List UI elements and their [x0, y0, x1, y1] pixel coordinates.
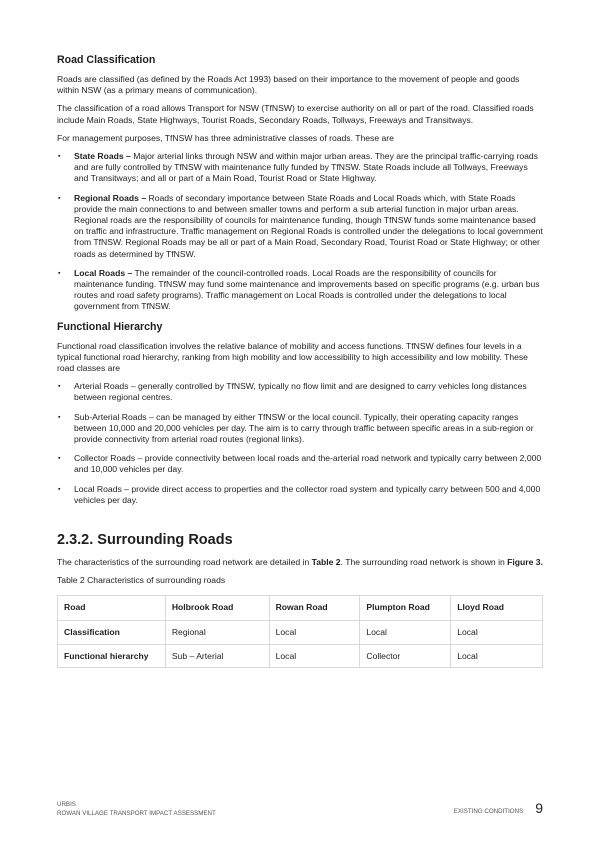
column-header: Holbrook Road [165, 596, 269, 621]
intro-text-b: . The surrounding road network is shown in [340, 557, 508, 568]
road-classification-para-3: For management purposes, TfNSW has three administrative classes of roads. These are [57, 132, 394, 143]
section-heading: 2.3.2. Surrounding Roads [57, 532, 233, 549]
list-item [57, 453, 543, 475]
table-cell: Collector [360, 644, 451, 667]
list-item-term: Regional Roads – [74, 192, 147, 203]
list-item-term: State Roads – [74, 151, 131, 162]
page-footer [57, 801, 543, 818]
table-reference: Table 2 [311, 557, 341, 568]
functional-hierarchy-heading: Functional Hierarchy [57, 320, 163, 333]
table-cell: Local [269, 644, 360, 667]
bullet-icon: ▪ [58, 269, 61, 277]
functional-hierarchy-para: Functional road classification involves the relative balance of mobility and access functions. TfNSW defines four levels in a typical functional road hierarchy, ranking from high mobility and low accessibility to high accessibility and low mobility. These road classes are [57, 340, 528, 374]
table-cell: Regional [165, 621, 269, 644]
list-item-text: The remainder of the council-controlled roads. Local Roads are the responsibility of councils for maintenance funding. TfNSW may fund some maintenance and improvements based on specific programs (e.g. urban bus routes and road safety programs). Traffic management on Local Roads is controlled under the delegations to local government from TfNSW. [74, 267, 540, 312]
road-classification-heading: Road Classification [57, 54, 156, 66]
row-header: Classification [58, 621, 166, 644]
table-row [58, 621, 543, 644]
footer-document-title: ROWAN VILLAGE TRANSPORT IMPACT ASSESSMENT [57, 809, 216, 817]
footer-section: EXISTING CONDITIONS [453, 808, 524, 815]
column-header: Rowan Road [269, 596, 360, 621]
intro-text-a: The characteristics of the surrounding road network are detailed in [57, 557, 312, 568]
list-item [57, 381, 543, 403]
table-cell: Local [360, 621, 451, 644]
list-item-text: Arterial Roads – generally controlled by TfNSW, typically no flow limit and are designed to carry vehicles long distances between regional centres. [74, 381, 527, 403]
table-caption: Table 2 Characteristics of surrounding roads [57, 575, 226, 586]
bullet-icon: ▪ [58, 194, 61, 202]
figure-reference: Figure 3. [507, 557, 543, 568]
table-cell: Sub – Arterial [165, 644, 269, 667]
list-item [57, 193, 543, 260]
page-number: 9 [535, 800, 543, 816]
column-header: Plumpton Road [360, 596, 451, 621]
bullet-icon: ▪ [58, 455, 61, 463]
column-header: Lloyd Road [451, 596, 543, 621]
table-cell: Local [451, 621, 543, 644]
road-classification-para-1: Roads are classified (as defined by the Roads Act 1993) based on their importance to the movement of people and goods within NSW (as a primary means of communication). [57, 74, 520, 96]
list-item-text: Collector Roads – provide connectivity between local roads and the-arterial road network and typically carry between 2,000 and 10,000 vehicles per day. [74, 453, 542, 475]
list-item-text: Sub-Arterial Roads – can be managed by either TfNSW or the local council. Typically, their operating capacity ranges between 10,000 and 20,000 vehicles per day. The aim is to carry through traffic between specific areas in a sub-region or provide connectivity from arterial road routes (regional links). [74, 411, 534, 445]
bullet-icon: ▪ [58, 153, 61, 161]
list-item [57, 268, 543, 313]
list-item [57, 412, 543, 446]
bullet-icon: ▪ [58, 485, 61, 493]
section-intro [57, 557, 543, 568]
footer-org: URBIS [57, 801, 76, 808]
list-item-text: Major arterial links through NSW and within major urban areas. They are the principal traffic-carrying roads and are fully controlled by TfNSW with maintenance fully funded by TfNSW. State Roads include all Tollways, Freeways and Transitways; and all or part of a Main Road, Tourist Road or State Highway. [74, 151, 538, 184]
table-row [58, 644, 543, 667]
table-cell: Local [451, 644, 543, 667]
bullet-icon: ▪ [58, 383, 61, 391]
table-header-row [58, 596, 543, 621]
column-header: Road [58, 596, 166, 621]
list-item-text: Local Roads – provide direct access to properties and the collector road system and typically carry between 500 and 4,000 vehicles per day. [74, 483, 541, 505]
surrounding-roads-table [57, 595, 543, 667]
list-item [57, 151, 543, 185]
functional-hierarchy-list [57, 381, 543, 506]
row-header: Functional hierarchy [58, 644, 166, 667]
list-item-term: Local Roads – [74, 267, 133, 278]
list-item-text: Roads of secondary importance between State Roads and Local Roads which, with State Roads provide the main connections to and between smaller towns and perform a sub arterial function in major urban areas. Regional roads are the responsibility of councils for maintenance funding, though TfNSW funds some maintenance based on traffic and infrastructure. Traffic management on Regional Roads is controlled under the delegations to local government from TfNSW. Regional Roads may be all or part of a Main Road, Secondary Road, Tourist Road or State Highway; or other roads as determined by TfNSW. [74, 192, 543, 259]
footer-right [453, 800, 543, 817]
bullet-icon: ▪ [58, 413, 61, 421]
table-cell: Local [269, 621, 360, 644]
document-page [57, 54, 543, 668]
road-class-list [57, 151, 543, 313]
list-item [57, 484, 543, 506]
road-classification-para-2: The classification of a road allows Transport for NSW (TfNSW) to exercise authority on all or part of the road. Classified roads include Main Roads, State Highways, Tourist Roads, Secondary Roads, Tollways, Freeways and Transitways. [57, 103, 534, 125]
